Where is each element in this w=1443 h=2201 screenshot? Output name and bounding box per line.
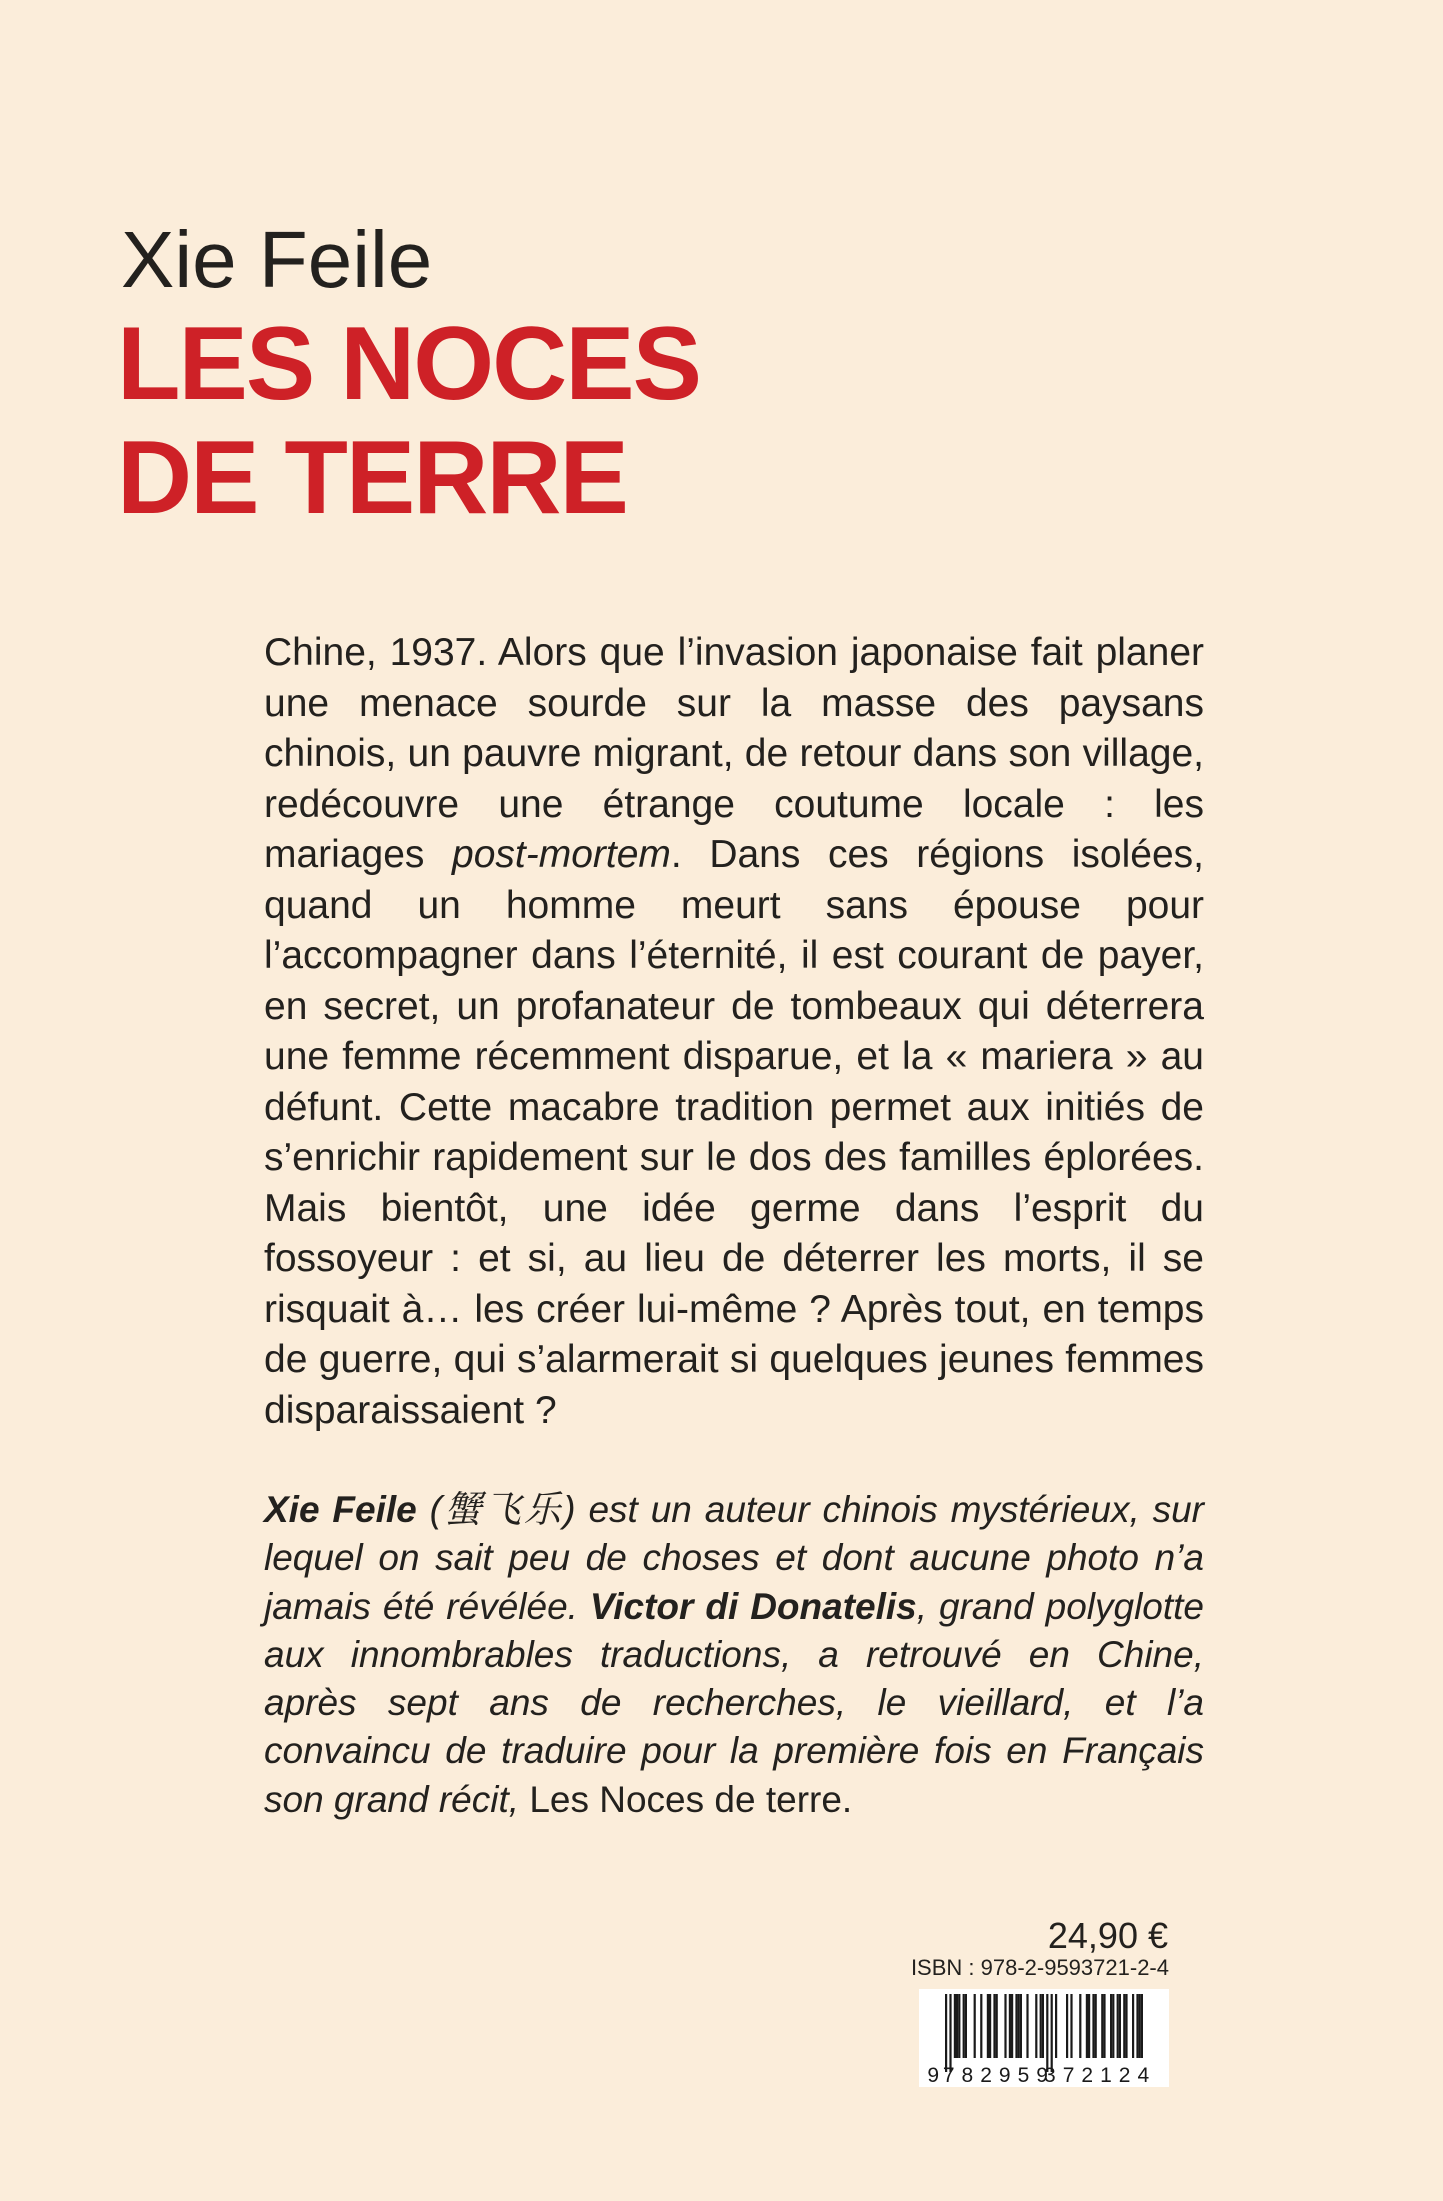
svg-text:9: 9	[927, 2064, 939, 2087]
text-segment: . Dans ces régions isolées, quand un homme meurt sans épouse pour l’accompagner dans l’éternité, il est courant de payer, en secret, un profanateur de tombeaux qui déterrera une femme récemment disparue, et la « mariera » au défunt. Cette macabre tradition permet aux initiés de s’enrichir rapidement sur le dos des familles éplorées. Mais bientôt, une idée germe dans l’esprit du fossoyeur : et si, au lieu de déterrer les morts, il se risquait à… les créer lui-même ? Après tout, en temps de guerre, qui s’alarmerait si quelques jeunes femmes disparaissaient ?	[264, 833, 1204, 1432]
synopsis-text	[264, 628, 1204, 1436]
text-segment: Les Noces de terre.	[529, 1778, 853, 1820]
svg-text:372124: 372124	[1044, 2064, 1157, 2087]
text-segment: (蟹飞乐) est un auteur chinois mystérieux, sur lequel on sait peu de choses et dont aucune photo n’a jamais été révélée.	[264, 1489, 1204, 1627]
author-bio-text	[264, 1486, 1204, 1824]
isbn-label: ISBN : 978-2-9593721-2-4	[910, 1955, 1169, 1980]
barcode	[919, 1989, 1169, 2087]
text-segment: post-mortem	[452, 833, 671, 876]
book-title	[117, 307, 700, 535]
barcode-image	[919, 1989, 1169, 2087]
text-segment: Chine, 1937. Alors que l’invasion japonaise fait planer une menace sourde sur la masse des paysans chinois, un pauvre migrant, de retour dans son village, redécouvre une étrange coutume locale : les mariages	[264, 631, 1204, 876]
price-label: 24,90 €	[1047, 1915, 1168, 1956]
text-segment: , grand polyglotte aux innombrables traductions, a retrouvé en Chine, après sept ans de recherches, le vieillard, et l’a convaincu de traduire pour la première fois en Français son grand récit,	[264, 1585, 1205, 1820]
author-name: Xie Feile	[121, 215, 433, 304]
svg-text:782959: 782959	[942, 2064, 1055, 2087]
text-segment: Xie Feile	[264, 1489, 417, 1530]
title-line-1: LES NOCES	[117, 306, 700, 422]
title-line-2: DE TERRE	[117, 420, 627, 536]
text-segment: Victor di Donatelis	[589, 1585, 917, 1627]
